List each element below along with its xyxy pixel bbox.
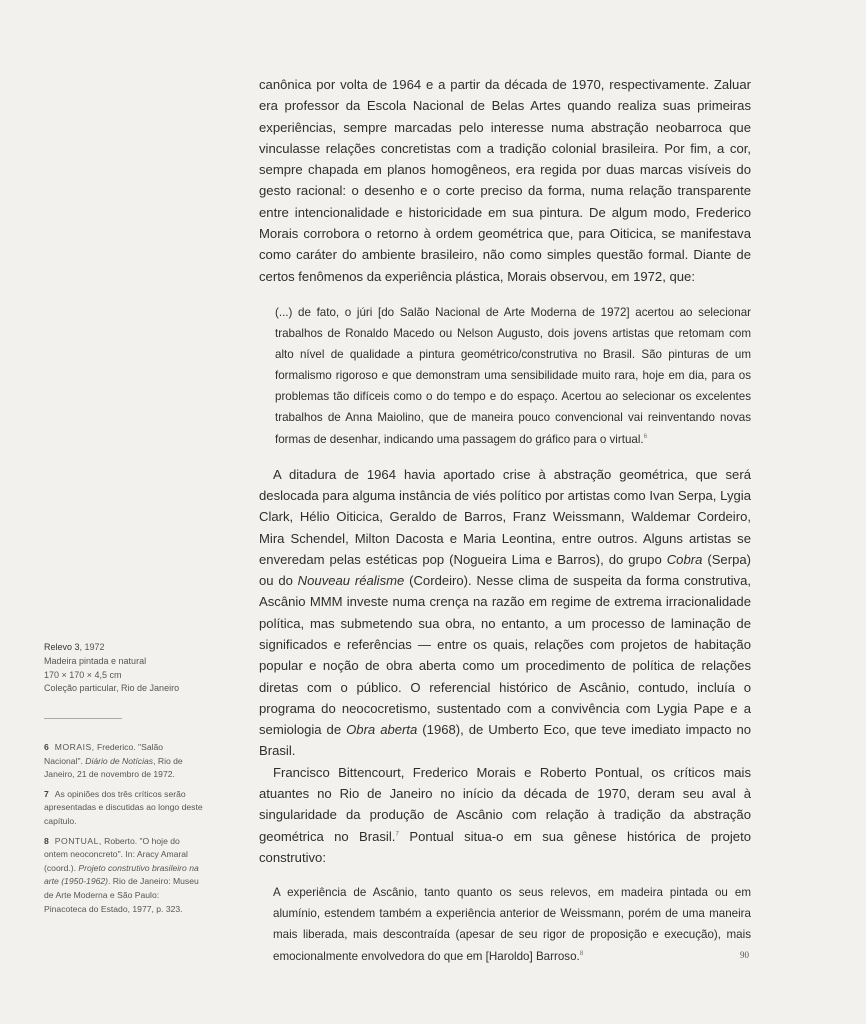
footnote-number: 8 <box>44 835 49 846</box>
footnote-number: 7 <box>44 788 49 799</box>
caption-material: Madeira pintada e natural <box>44 655 147 666</box>
caption-title-line <box>44 641 194 655</box>
footnote-text: , Rio de Janeiro, 21 de novembro de 1972. <box>44 755 183 780</box>
footnote-source: Diário de Notícias <box>85 755 154 766</box>
footnote-text: . Rio de Janeiro: Museu de Arte Moderna e São Paulo: Pinacoteca do Estado, 1977, p. 323. <box>44 876 199 914</box>
footnote-text: Roberto. "O hoje do ontem neoconcreto". In: Aracy Amaral (coord.). <box>44 835 188 873</box>
block-quote-pontual <box>273 882 751 966</box>
caption-dimensions: 170 × 170 × 4,5 cm <box>44 669 122 680</box>
paragraph-2-part-a: A ditadura de 1964 havia aportado crise à abstração geométrica, que será deslocada para alguma instância de viés político por artistas como Ivan Serpa, Lygia Clark, Hélio Oiticica, Geraldo de Barros, Franz Weissmann, Waldemar Cordeiro, Mira Schendel, Milton Dacosta e Maria Leontina, entre outros. Alguns artistas se enveredam pelas estéticas pop (Nogueira Lima e Barros), do grupo <box>259 466 751 567</box>
footnote-6 <box>44 741 204 782</box>
paragraph-3-part-a: Francisco Bittencourt, Frederico Morais e Roberto Pontual, os críticos mais atuantes no Rio de Janeiro no início da década de 1970, deram seu aval à singularidade da produção de Ascânio com relação à tradição da abstração geométrica no Brasil. <box>259 764 751 844</box>
footnote-ref-8[interactable]: 8 <box>579 949 584 957</box>
footnote-author: MORAIS, <box>54 742 95 752</box>
quote-pontual-text: A experiência de Ascânio, tanto quanto os seus relevos, em madeira pintada ou em alumínio, estendem também a experiência anterior de Weissmann, porém de uma maneira mais liberada, mais descontraída (apesar de seu rigor de proposição e execução), mais emocionalmente envolvedora do que em [Haroldo] Barroso. <box>273 886 751 963</box>
paragraph-2 <box>259 464 751 762</box>
footnote-8 <box>44 835 204 917</box>
main-text-column <box>259 74 751 967</box>
paragraph-2-part-b: (Serpa) ou do <box>259 551 751 589</box>
artwork-caption <box>44 641 194 696</box>
paragraph-3 <box>259 762 751 868</box>
footnote-number: 6 <box>44 742 49 752</box>
paragraph-2-part-d: (1968), de Umberto Eco, que teve imediato impacto no Brasil. <box>259 722 752 759</box>
footnote-text: As opiniões dos três críticos serão apresentadas e discutidas ao longo deste capítulo. <box>44 788 203 826</box>
term-cobra: Cobra <box>666 551 703 567</box>
paragraph-1: canônica por volta de 1964 e a partir da década de 1970, respectivamente. Zaluar era professor da Escola Nacional de Belas Artes quando realiza suas primeiras experiências, sempre marcadas pelo interesse numa abstração neobarroca que vinculasse relações concretistas com a tradição colonial brasileira. Por fim, a cor, sempre chapada em planos homogêneos, era regida por duas marcas visíveis do gesto racional: o desenho e o corte preciso da forma, numa relação transparente entre intencionalidade e historicidade em sua pintura. De algum modo, Frederico Morais corrobora o retorno à ordem geométrica que, para Oiticica, se manifestava como caráter do ambiente brasileiro, não como simples questão formal. Diante de certos fenômenos da experiência plástica, Morais observou, em 1972, que: <box>259 77 751 284</box>
footnote-ref-7[interactable]: 7 <box>395 830 400 838</box>
quote-morais-text: (...) de fato, o júri [do Salão Nacional de Arte Moderna de 1972] acertou ao selecionar trabalhos de Ronaldo Macedo ou Nelson Augusto, dois jovens artistas que retomam com alto nível de qualidade a pintura geométrico/construtiva no Brasil. São pinturas de um formalismo rigoroso e que demonstram uma sensibilidade muito rara, hoje em dia, para os problemas tão difíceis como o do tempo e do espaço. Acertou ao selecionar os excelentes trabalhos de Anna Maiolino, que de maneira pouco convencional vai reinventando novas formas de desenhar, indicando uma passagem do gráfico para o virtual. <box>275 305 751 446</box>
term-obra-aberta: Obra aberta <box>346 722 418 738</box>
caption-title: Relevo 3 <box>44 642 80 652</box>
caption-collection: Coleção particular, Rio de Janeiro <box>44 683 180 694</box>
footnote-text: Frederico. "Salão Nacional". <box>44 742 164 766</box>
footnotes <box>44 741 204 922</box>
paragraph-3-part-b: Pontual situa-o em sua gênese histórica de projeto construtivo: <box>259 828 751 865</box>
caption-year: , 1972 <box>79 642 105 652</box>
block-quote-morais <box>275 302 751 450</box>
term-nouveau-realisme: Nouveau réalisme <box>297 573 405 589</box>
footnote-ref-6[interactable]: 6 <box>643 432 648 440</box>
page-number: 90 <box>740 950 749 960</box>
footnote-divider <box>44 718 122 719</box>
paragraph-2-part-c: (Cordeiro). Nesse clima de suspeita da forma construtiva, Ascânio MMM investe numa crença na razão em regime de extrema irracionalidade política, mas submetendo sua obra, no entanto, a um processo de laminação de significados e referências — entre os quais, relações com projetos de habitação popular e noção de obra aberta como um procedimento de política de relações diretas com o público. O referencial histórico de Ascânio, contudo, incluía o programa do neococretismo, sustentado com a convivência com Lygia Pape e a semiologia de <box>259 573 752 738</box>
footnote-7 <box>44 788 204 829</box>
footnote-author: PONTUAL, <box>54 835 102 846</box>
footnote-source: Projeto construtivo brasileiro na arte (1950-1962) <box>44 862 199 887</box>
